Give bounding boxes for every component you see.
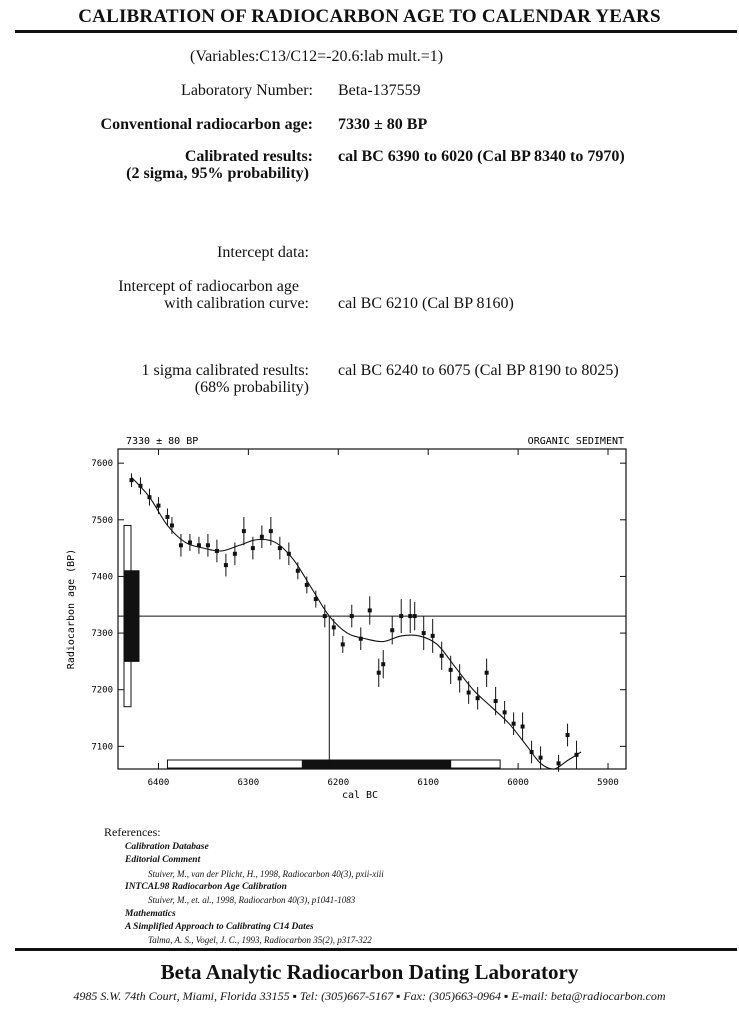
x-axis-label: cal BC bbox=[341, 790, 379, 801]
data-point bbox=[287, 552, 291, 556]
data-point bbox=[431, 634, 435, 638]
lab-number-label: Laboratory Number: bbox=[181, 82, 313, 99]
intercept-data-label: Intercept data: bbox=[217, 244, 309, 261]
data-point bbox=[359, 637, 363, 641]
data-point bbox=[296, 569, 300, 573]
y-tick-label: 7500 bbox=[91, 515, 113, 526]
data-point bbox=[147, 495, 151, 499]
reference-heading: A Simplified Approach to Calibrating C14 Dates bbox=[125, 921, 314, 932]
y-tick-label: 7400 bbox=[91, 572, 113, 583]
top-rule bbox=[15, 30, 737, 33]
data-point bbox=[399, 614, 403, 618]
data-point bbox=[305, 583, 309, 587]
data-point bbox=[575, 753, 579, 757]
data-point bbox=[197, 543, 201, 547]
y-tick-label: 7600 bbox=[91, 459, 113, 470]
lab-name: Beta Analytic Radiocarbon Dating Laboratory bbox=[160, 960, 579, 984]
bottom-rule bbox=[15, 948, 737, 951]
data-point bbox=[368, 608, 372, 612]
probability-bands bbox=[124, 525, 500, 768]
x-tick-label: 6200 bbox=[327, 778, 350, 788]
axis-ticks bbox=[91, 449, 626, 788]
sigma1-label: 1 sigma calibrated results: bbox=[141, 362, 309, 379]
data-point bbox=[476, 696, 480, 700]
data-point bbox=[503, 710, 507, 714]
data-point bbox=[323, 614, 327, 618]
data-point bbox=[512, 722, 516, 726]
data-point bbox=[422, 631, 426, 635]
calibration-chart bbox=[0, 428, 739, 808]
x-tick-label: 6100 bbox=[417, 778, 440, 788]
data-point bbox=[530, 750, 534, 754]
x-tick-label: 6000 bbox=[507, 778, 529, 788]
variables-line: (Variables:C13/C12=-20.6:lab mult.=1) bbox=[190, 48, 444, 65]
data-point bbox=[251, 546, 255, 550]
data-point bbox=[458, 676, 462, 680]
data-point bbox=[215, 549, 219, 553]
data-point bbox=[341, 642, 345, 646]
data-point bbox=[170, 523, 174, 527]
y-axis-label: Radiocarbon age (BP) bbox=[66, 548, 77, 670]
chart-title-left: 7330 ± 80 BP bbox=[126, 436, 199, 447]
data-point bbox=[566, 733, 570, 737]
calibrated-label: Calibrated results: bbox=[184, 148, 313, 165]
reference-citation: Stuiver, M., et. al., 1998, Radiocarbon 40(3), p1041-1083 bbox=[148, 895, 356, 906]
x-tick-label: 6400 bbox=[147, 778, 170, 788]
references-heading: References: bbox=[104, 825, 161, 839]
data-point bbox=[188, 540, 192, 544]
reference-citation: Talma, A. S., Vogel, J. C., 1993, Radiocarbon 35(2), p317-322 bbox=[148, 935, 372, 946]
intercept-label-line2: with calibration curve: bbox=[164, 295, 309, 312]
y-tick-label: 7300 bbox=[91, 629, 113, 640]
y-tick-label: 7100 bbox=[91, 742, 113, 753]
data-point bbox=[314, 597, 318, 601]
reference-heading: Editorial Comment bbox=[125, 855, 201, 866]
data-point bbox=[260, 535, 264, 539]
page-title: CALIBRATION OF RADIOCARBON AGE TO CALENDAR YEARS bbox=[78, 6, 661, 27]
reference-heading: INTCAL98 Radiocarbon Age Calibration bbox=[125, 881, 287, 892]
data-point bbox=[557, 761, 561, 765]
y-tick-label: 7200 bbox=[91, 685, 113, 696]
data-point bbox=[278, 546, 282, 550]
x-tick-label: 5900 bbox=[597, 778, 619, 788]
cal-1sigma-bar bbox=[302, 760, 450, 768]
data-point bbox=[156, 504, 160, 508]
lab-number-value: Beta-137559 bbox=[338, 82, 421, 99]
data-point bbox=[224, 563, 228, 567]
x-tick-label: 6300 bbox=[237, 778, 260, 788]
reference-heading: Mathematics bbox=[125, 908, 176, 919]
sigma1-sub-label: (68% probability) bbox=[194, 379, 309, 396]
conv-age-label: Conventional radiocarbon age: bbox=[100, 116, 313, 133]
chart-title-right: ORGANIC SEDIMENT bbox=[527, 436, 624, 447]
reference-heading: Calibration Database bbox=[125, 842, 209, 852]
data-point bbox=[467, 691, 471, 695]
data-point bbox=[269, 529, 273, 533]
data-point bbox=[332, 625, 336, 629]
data-point bbox=[440, 654, 444, 658]
data-point bbox=[233, 552, 237, 556]
calibrated-value: cal BC 6390 to 6020 (Cal BP 8340 to 7970) bbox=[338, 148, 625, 165]
data-point bbox=[381, 662, 385, 666]
lab-address: 4985 S.W. 74th Court, Miami, Florida 33155 ▪ Tel: (305)667-5167 ▪ Fax: (305)663-0964 ▪ E-mail: beta@radiocarbon.com bbox=[73, 989, 666, 1003]
data-point bbox=[242, 529, 246, 533]
data-point bbox=[494, 699, 498, 703]
conv-age-value: 7330 ± 80 BP bbox=[338, 116, 428, 133]
data-point bbox=[539, 756, 543, 760]
data-point bbox=[206, 543, 210, 547]
data-point bbox=[521, 725, 525, 729]
calibrated-sub-label: (2 sigma, 95% probability) bbox=[126, 165, 309, 182]
sigma1-value: cal BC 6240 to 6075 (Cal BP 8190 to 8025) bbox=[338, 362, 619, 379]
data-point bbox=[179, 543, 183, 547]
data-point bbox=[485, 671, 489, 675]
intercept-label-line1: Intercept of radiocarbon age bbox=[118, 278, 299, 295]
data-point bbox=[377, 671, 381, 675]
reference-citation: Stuiver, M., van der Plicht, H., 1998, Radiocarbon 40(3), pxii-xiii bbox=[148, 868, 384, 879]
data-point bbox=[408, 614, 412, 618]
data-point bbox=[413, 614, 417, 618]
data-point bbox=[350, 614, 354, 618]
data-points bbox=[129, 473, 578, 771]
data-point bbox=[390, 628, 394, 632]
plot-frame bbox=[118, 449, 626, 769]
data-point bbox=[129, 478, 133, 482]
data-point bbox=[165, 515, 169, 519]
data-point bbox=[449, 668, 453, 672]
intercept-value: cal BC 6210 (Cal BP 8160) bbox=[338, 295, 514, 312]
data-point bbox=[138, 484, 142, 488]
